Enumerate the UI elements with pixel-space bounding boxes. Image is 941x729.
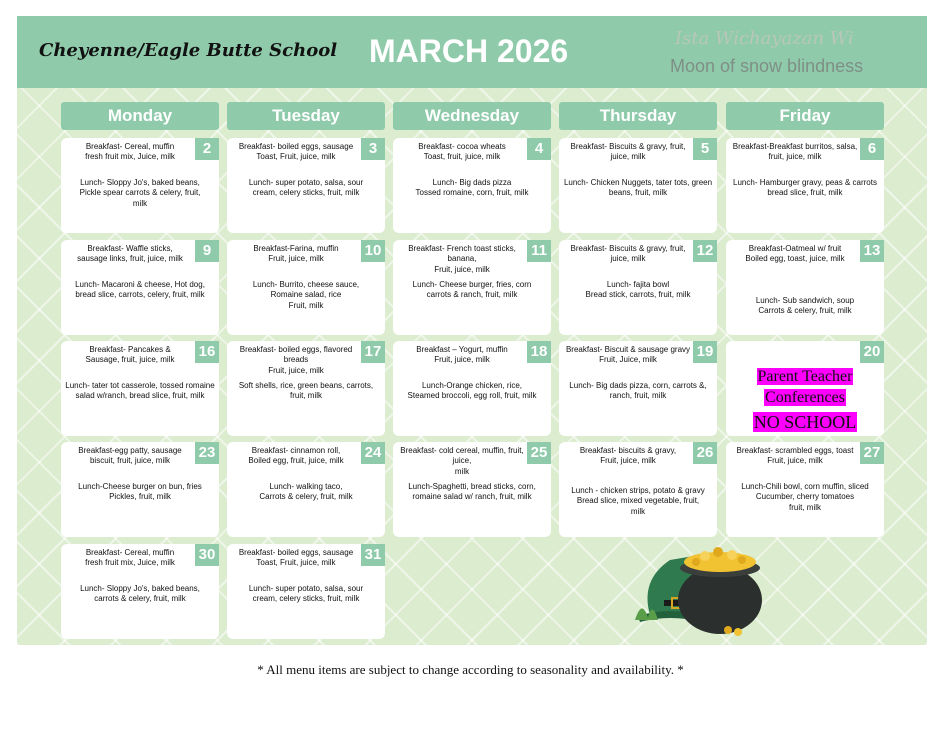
- day-cell: [61, 240, 219, 335]
- breakfast-menu: Breakfast- French toast sticks, banana, Fruit, juice, milk: [408, 244, 516, 274]
- day-cell: [559, 138, 717, 233]
- weekday-header-monday: Monday: [61, 102, 219, 130]
- lunch-menu: Lunch- super potato, salsa, sour cream, celery sticks, fruit, milk: [248, 584, 364, 604]
- breakfast-menu: Breakfast – Yogurt, muffin Fruit, juice, milk: [416, 345, 508, 365]
- breakfast-menu: Breakfast-Oatmeal w/ fruit Boiled egg, toast, juice, milk: [745, 244, 845, 264]
- day-cell: [227, 138, 385, 233]
- breakfast-menu: Breakfast- cold cereal, muffin, fruit, juice, milk: [400, 446, 524, 476]
- day-cell: [393, 341, 551, 436]
- weekday-header-friday: Friday: [726, 102, 884, 130]
- breakfast-menu: Breakfast- biscuits & gravy, Fruit, juice, milk: [579, 446, 677, 466]
- lunch-menu: Lunch- Hamburger gravy, peas & carrots bread slice, fruit, milk: [733, 178, 877, 198]
- breakfast-menu: Breakfast- Cereal, muffin fresh fruit mix, Juice, milk: [85, 548, 175, 568]
- day-number: 23: [195, 442, 219, 464]
- day-cell: [61, 341, 219, 436]
- weekday-header-wednesday: Wednesday: [393, 102, 551, 130]
- lunch-menu: Lunch- Sub sandwich, soup Carrots & celery, fruit, milk: [755, 296, 855, 316]
- lunch-menu: Lunch- Big dads pizza Tossed romaine, corn, fruit, milk: [415, 178, 529, 198]
- lunch-menu: Lunch- tater tot casserole, tossed romaine salad w/ranch, bread slice, fruit, milk: [65, 381, 215, 401]
- breakfast-menu: Breakfast- boiled eggs, sausage Toast, Fruit, juice, milk: [238, 142, 354, 162]
- day-number: 13: [860, 240, 884, 262]
- day-number: 25: [527, 442, 551, 464]
- day-cell: [227, 240, 385, 335]
- disclaimer-note: * All menu items are subject to change according to seasonality and availability. *: [257, 662, 684, 677]
- lunch-menu: Soft shells, rice, green beans, carrots, fruit, milk: [238, 381, 374, 401]
- day-number: 27: [860, 442, 884, 464]
- lunch-menu: Lunch- Burrito, cheese sauce, Romaine salad, rice Fruit, milk: [252, 280, 360, 310]
- day-cell: [61, 544, 219, 639]
- breakfast-menu: Breakfast- cinnamon roll, Boiled egg, fruit, juice, milk: [248, 446, 344, 466]
- day-number: 16: [195, 341, 219, 363]
- lunch-menu: Lunch - chicken strips, potato & gravy Bread slice, mixed vegetable, fruit, milk: [571, 486, 705, 516]
- day-cell: [61, 442, 219, 537]
- breakfast-menu: Breakfast- boiled eggs, sausage Toast, Fruit, juice, milk: [238, 548, 354, 568]
- breakfast-menu: Breakfast-egg patty, sausage biscuit, fruit, juice, milk: [78, 446, 182, 466]
- day-number: 11: [527, 240, 551, 262]
- day-number: 17: [361, 341, 385, 363]
- day-cell: [227, 544, 385, 639]
- conference-line-1: Parent Teacher: [757, 368, 853, 385]
- day-number: 5: [693, 138, 717, 160]
- day-number: 2: [195, 138, 219, 160]
- weekday-header-tuesday: Tuesday: [227, 102, 385, 130]
- day-cell: [726, 240, 884, 335]
- breakfast-menu: Breakfast-Breakfast burritos, salsa, fruit, juice, milk: [732, 142, 858, 162]
- english-month-name: Moon of snow blindness: [670, 56, 864, 76]
- conference-line-2: Conferences: [765, 389, 845, 406]
- header-banner: [17, 16, 927, 88]
- lunch-menu: Lunch- Big dads pizza, corn, carrots &, ranch, fruit, milk: [569, 381, 707, 401]
- pot-of-gold-icon: [630, 520, 790, 640]
- day-number: 19: [693, 341, 717, 363]
- lunch-menu: Lunch-Orange chicken, rice, Steamed broccoli, egg roll, fruit, milk: [407, 381, 537, 401]
- lunch-menu: Lunch-Cheese burger on bun, fries Pickles, fruit, milk: [78, 482, 202, 502]
- lunch-menu: Lunch- Chicken Nuggets, tater tots, green beans, fruit, milk: [563, 178, 713, 198]
- day-number: 18: [527, 341, 551, 363]
- day-number: 24: [361, 442, 385, 464]
- school-name: Cheyenne/Eagle Butte School: [39, 40, 338, 61]
- lunch-menu: Lunch-Chili bowl, corn muffin, sliced Cucumber, cherry tomatoes fruit, milk: [741, 482, 869, 512]
- day-number: 20: [860, 341, 884, 363]
- weekday-header-thursday: Thursday: [559, 102, 717, 130]
- breakfast-menu: Breakfast- Biscuits & gravy, fruit, juice, milk: [570, 142, 686, 162]
- day-number: 10: [361, 240, 385, 262]
- lakota-month-name: Ista Wichayazan Wi: [675, 28, 854, 49]
- lunch-menu: Lunch-Spaghetti, bread sticks, corn, romaine salad w/ ranch, fruit, milk: [408, 482, 536, 502]
- day-number: 30: [195, 544, 219, 566]
- breakfast-menu: Breakfast- Biscuit & sausage gravy Fruit, Juice, milk: [565, 345, 691, 365]
- lunch-menu: Lunch- super potato, salsa, sour cream, celery sticks, fruit, milk: [248, 178, 364, 198]
- lunch-menu: Lunch- fajita bowl Bread stick, carrots, fruit, milk: [585, 280, 691, 300]
- day-cell: [227, 442, 385, 537]
- breakfast-menu: Breakfast- boiled eggs, flavored breads Fruit, juice, milk: [239, 345, 353, 375]
- day-cell: [559, 341, 717, 436]
- day-cell: [393, 442, 551, 537]
- lunch-menu: Lunch- walking taco, Carrots & celery, fruit, milk: [259, 482, 353, 502]
- day-number: 4: [527, 138, 551, 160]
- breakfast-menu: Breakfast- Pancakes & Sausage, fruit, juice, milk: [85, 345, 175, 365]
- breakfast-menu: Breakfast- cocoa wheats Toast, fruit, juice, milk: [418, 142, 506, 162]
- day-cell: [393, 138, 551, 233]
- lunch-menu: Lunch- Macaroni & cheese, Hot dog, bread slice, carrots, celery, fruit, milk: [75, 280, 205, 300]
- lunch-menu: Lunch- Sloppy Jo's, baked beans, Pickle spear carrots & celery, fruit, milk: [79, 178, 201, 208]
- day-number: 31: [361, 544, 385, 566]
- breakfast-menu: Breakfast- Cereal, muffin fresh fruit mix, Juice, milk: [85, 142, 175, 162]
- day-cell: [726, 138, 884, 233]
- day-cell: [227, 341, 385, 436]
- day-number: 26: [693, 442, 717, 464]
- breakfast-menu: Breakfast- Waffle sticks, sausage links, fruit, juice, milk: [77, 244, 183, 264]
- lunch-menu: Lunch- Cheese burger, fries, corn carrots & ranch, fruit, milk: [412, 280, 532, 300]
- month-title: MARCH 2026: [369, 33, 569, 69]
- breakfast-menu: Breakfast- Biscuits & gravy, fruit, juice, milk: [570, 244, 686, 264]
- day-number: 9: [195, 240, 219, 262]
- breakfast-menu: Breakfast-Farina, muffin Fruit, juice, milk: [253, 244, 339, 264]
- breakfast-menu: Breakfast- scrambled eggs, toast Fruit, juice, milk: [736, 446, 854, 466]
- day-cell: [61, 138, 219, 233]
- day-number: 6: [860, 138, 884, 160]
- day-cell: [559, 240, 717, 335]
- day-number: 12: [693, 240, 717, 262]
- day-cell-conference: [726, 341, 884, 436]
- day-cell: [393, 240, 551, 335]
- lunch-menu: Lunch- Sloppy Jo's, baked beans, carrots & celery, fruit, milk: [80, 584, 200, 604]
- no-school-notice: NO SCHOOL: [753, 412, 857, 432]
- day-number: 3: [361, 138, 385, 160]
